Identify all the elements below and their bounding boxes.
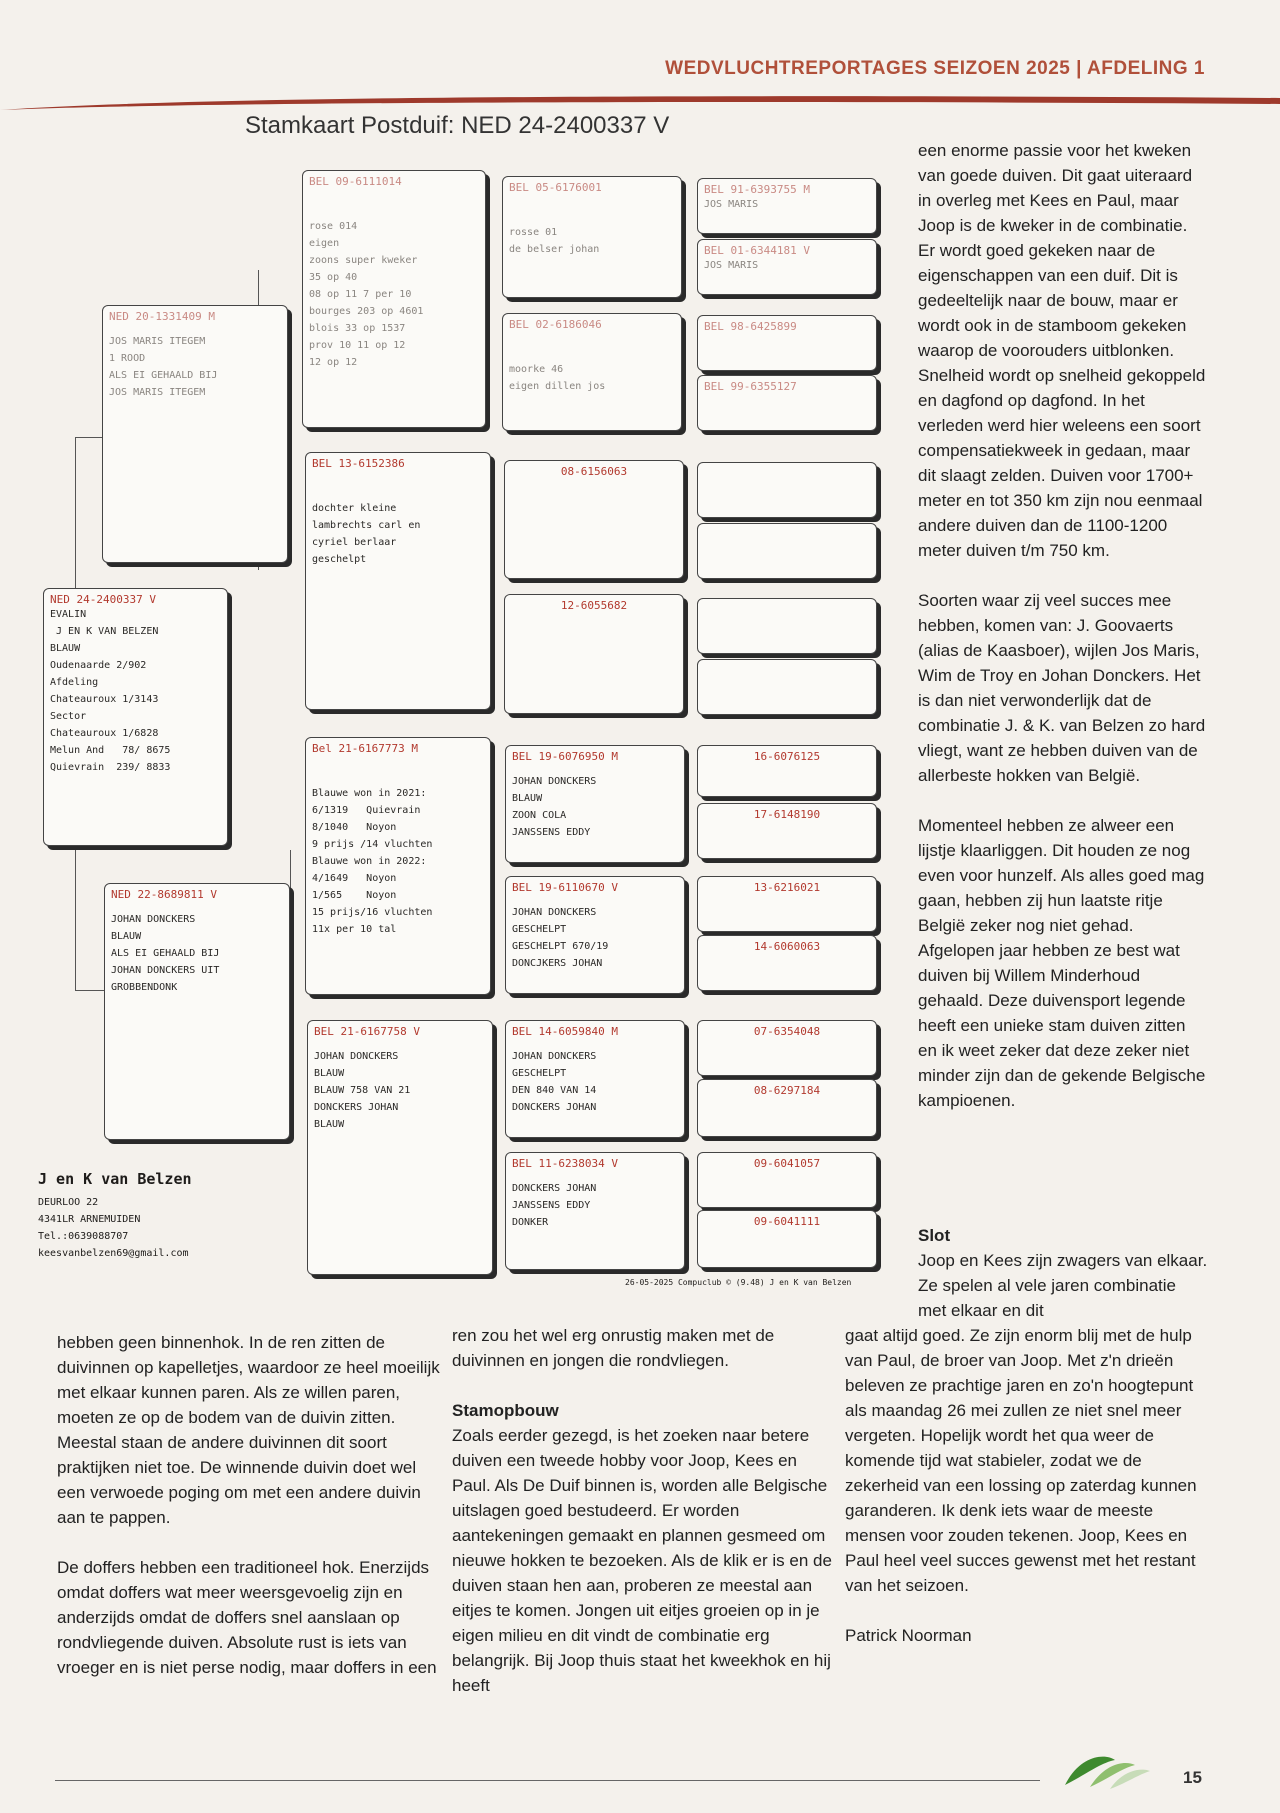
card-line: JOS MARIS [704,199,759,210]
card-line: GROBBENDONK [111,982,178,993]
author-signature: Patrick Noorman [845,1626,972,1645]
pedigree-gen5-card [697,598,877,654]
pedigree-gen4-card [504,594,684,714]
card-line: J EN K VAN BELZEN [50,626,159,637]
card-line: Chateauroux 1/6828 [50,728,159,739]
card-line: de belser johan [509,244,600,255]
connector-line [75,825,104,991]
card-line: prov 10 11 op 12 [309,340,406,351]
pedigree-gen5-card [697,659,877,715]
ring-number: NED 22-8689811 V [111,888,217,901]
owner-email: keesvanbelzen69@gmail.com [38,1248,189,1259]
card-line: cyriel berlaar [312,537,397,548]
pedigree-sire-sire-card [302,170,486,428]
card-line: blois 33 op 1537 [309,323,406,334]
section-heading-slot: Slot [918,1226,951,1245]
pedigree-gen4-card [505,876,685,994]
card-line: 35 op 40 [309,272,358,283]
card-line: ALS EI GEHAALD BIJ [111,948,220,959]
ring-number: Bel 21-6167773 M [312,742,418,755]
card-line: JANSSENS EDDY [512,827,591,838]
ring-number: BEL 05-6176001 [509,181,602,194]
card-line: 11x per 10 tal [312,924,397,935]
card-line: DONCJKERS JOHAN [512,958,603,969]
card-line: Oudenaarde 2/902 [50,660,147,671]
card-line: JOHAN DONCKERS [512,776,597,787]
card-line: DONKER [512,1217,549,1228]
paragraph: Zoals eerder gezegd, is het zoeken naar betere duiven een tweede hobby voor Joop, Kees en Paul. Als De Duif binnen is, worden alle Belgische uitslagen goed bestudeerd. Er worden aantekeningen gemaakt en plannen gesmeed om nieuwe hokken te bezoeken. Als de klik er is en de duiven staan hen aan, proberen ze meestal aan eitjes te komen. Jongen uit eitjes groeien op in je eigen milieu en dit vindt de combinatie erg belangrijk. Bij Joop thuis staat het kweekhok en hij heeft [452,1426,832,1695]
pedigree-gen5-card [697,1210,877,1268]
card-line: ZOON COLA [512,810,567,821]
card-line: 08 op 11 7 per 10 [309,289,412,300]
card-line: geschelpt [312,554,367,565]
ring-number: 14-6060063 [753,940,821,953]
paragraph: hebben geen binnenhok. In de ren zitten de duivinnen op kapelletjes, waardoor ze heel moeilijk met elkaar kunnen paren. Als ze willen paren, moeten ze op de bodem van de duivin zitten. Meestal staan de andere duivinnen dit soort praktijken niet toe. De winnende duivin doet wel een verwoede poging om met een andere duivin aan te pappen. [57,1333,440,1527]
card-line: DONCKERS JOHAN [314,1102,399,1113]
card-line: BLAUW [512,793,543,804]
card-line: 1 ROOD [109,353,146,364]
paragraph: ren zou het wel erg onrustig maken met de duivinnen en jongen die rondvliegen. [452,1326,775,1370]
ring-number: NED 20-1331409 M [109,310,215,323]
ring-number: 13-6216021 [753,881,821,894]
paragraph: De doffers hebben een traditioneel hok. Enerzijds omdat doffers wat meer weersgevoelig zijn en anderzijds omdat de doffers snel aanslaan op rondvliegende duiven. Absolute rust is iets van vroeger en is niet perse nodig, maar doffers in een [57,1558,437,1677]
ring-number: 08-6297184 [753,1084,821,1097]
card-line: 1/565 Noyon [312,890,397,901]
article-slot-section [918,1223,1208,1323]
card-line: Quievrain 239/ 8833 [50,762,171,773]
pedigree-dam-sire-card [305,737,491,995]
pedigree-dam-card [104,883,290,1140]
card-line: 15 prijs/16 vluchten [312,907,433,918]
card-line: zoons super kweker [309,255,418,266]
pedigree-gen5-card [697,462,877,518]
card-line: ALS EI GEHAALD BIJ [109,370,218,381]
card-line: JOHAN DONCKERS [314,1051,399,1062]
pedigree-sire-dam-card [305,452,491,710]
ring-number: NED 24-2400337 V [50,593,156,606]
ring-number: BEL 09-6111014 [309,175,402,188]
card-line: eigen dillen jos [509,381,606,392]
ring-number: 07-6354048 [753,1025,821,1038]
card-line: BLAUW [50,643,81,654]
paragraph: Momenteel hebben ze alweer een lijstje klaarliggen. Dit houden ze nog even voor hunzelf. Als alles goed mag gaan, hebben zij hun laatste ritje België zeker nog niet gehad. Afgelopen jaar hebben ze best wat duiven bij Willem Minderhoud gehaald. Deze duivensport legende heeft een unieke stam duiven zitten en ik weet zeker dat deze zeker niet minder zijn dan de gekende Belgische kampioenen. [918,816,1206,1110]
card-line: eigen [309,238,340,249]
card-line: JOHAN DONCKERS UIT [111,965,220,976]
pedigree-gen5-card [697,1079,877,1137]
card-line: Chateauroux 1/3143 [50,694,159,705]
ring-number: BEL 01-6344181 V [704,244,810,257]
ring-number: BEL 13-6152386 [312,457,405,470]
card-line: JOS MARIS ITEGEM [109,336,206,347]
card-line: dochter kleine [312,503,397,514]
ring-number: BEL 91-6393755 M [704,183,810,196]
paragraph: Joop en Kees zijn zwagers van elkaar. Ze spelen al vele jaren combinatie met elkaar en dit [918,1251,1208,1320]
card-line: DONCKERS JOHAN [512,1102,597,1113]
ring-number: 09-6041057 [753,1157,821,1170]
pedigree-gen4-card [502,313,682,431]
ring-number: BEL 19-6110670 V [512,881,618,894]
ring-number: BEL 11-6238034 V [512,1157,618,1170]
card-line: BLAUW [314,1068,345,1079]
card-line: JOS MARIS ITEGEM [109,387,206,398]
pedigree-gen5-card [697,523,877,579]
ring-number: 16-6076125 [753,750,821,763]
card-line: 4/1649 Noyon [312,873,397,884]
pedigree-gen5-card [697,1020,877,1076]
pedigree-gen5-card [697,935,877,991]
card-line: Melun And 78/ 8675 [50,745,171,756]
card-line: rose 014 [309,221,358,232]
article-column-3 [845,1323,1215,1648]
card-line: GESCHELPT [512,1068,567,1079]
ring-number: BEL 98-6425899 [704,320,797,333]
card-line: moorke 46 [509,364,564,375]
connector-line [75,437,104,588]
ring-number: 08-6156063 [560,465,628,478]
owner-phone: Tel.:0639088707 [38,1231,129,1242]
card-line: Afdeling [50,677,99,688]
owner-contact [38,1170,192,1262]
card-line: EVALIN [50,609,87,620]
paragraph: gaat altijd goed. Ze zijn enorm blij met de hulp van Paul, de broer van Joop. Met z'n drieën beleven ze prachtige jaren en zo'n hoogtepunt als maandag 26 mei zullen ze niet snel meer vergeten. Hopelijk wordt het qua weer de komende tijd wat stabieler, zodat we de zekerheid van een lossing op zaterdag kunnen garanderen. Ik denk iets waar de meeste mensen voor zouden tekenen. Joop, Kees en Paul heel veel succes gewenst met het restant van het seizoen. [845,1326,1197,1595]
ring-number: 12-6055682 [560,599,628,612]
card-line: BLAUW [111,931,142,942]
card-line: JANSSENS EDDY [512,1200,591,1211]
card-line: rosse 01 [509,227,558,238]
pedigree-sire-card [102,305,288,563]
card-line: Sector [50,711,87,722]
pedigree-gen4-card [505,1152,685,1270]
article-column-2 [452,1323,837,1698]
section-header-title: WEDVLUCHTREPORTAGES SEIZOEN 2025 | AFDELING 1 [665,58,1205,79]
card-line: DEN 840 VAN 14 [512,1085,597,1096]
card-line: BLAUW 758 VAN 21 [314,1085,411,1096]
owner-city: 4341LR ARNEMUIDEN [38,1214,141,1225]
header-rule [0,92,1280,110]
card-line: BLAUW [314,1119,345,1130]
card-line: Blauwe won in 2022: [312,856,427,867]
card-line: 8/1040 Noyon [312,822,397,833]
card-line: GESCHELPT [512,924,567,935]
leaves-logo-icon [1060,1745,1155,1795]
footer-rule [55,1780,1040,1781]
page-number: 15 [1183,1768,1202,1787]
card-line: JOHAN DONCKERS [512,907,597,918]
ring-number: 17-6148190 [753,808,821,821]
card-line: DONCKERS JOHAN [512,1183,597,1194]
pedigree-gen4-card [504,460,684,579]
article-column-right-top [918,138,1208,1138]
pedigree-dam-dam-card [307,1020,493,1275]
ring-number: BEL 19-6076950 M [512,750,618,763]
paragraph: Soorten waar zij veel succes mee hebben, komen van: J. Goovaerts (alias de Kaasboer), wijlen Jos Maris, Wim de Troy en Johan Donckers. Het is dan niet verwonderlijk dat de combinatie J. & K. van Belzen zo hard vliegt, want ze hebben duiven van de allerbeste hokken van België. [918,591,1206,785]
pedigree-gen5-card [697,803,877,859]
article-column-1 [57,1330,442,1705]
card-line: bourges 203 op 4601 [309,306,424,317]
section-heading-stamopbouw: Stamopbouw [452,1401,559,1420]
owner-name: J en K van Belzen [38,1170,192,1188]
card-line: 12 op 12 [309,357,358,368]
card-line: Blauwe won in 2021: [312,788,427,799]
card-line: lambrechts carl en [312,520,421,531]
card-line: JOS MARIS [704,260,759,271]
card-line: 9 prijs /14 vluchten [312,839,433,850]
connector-line [290,850,304,1140]
pedigree-gen4-card [505,745,685,863]
pedigree-subject-card [43,588,228,846]
pedigree-gen5-card [697,375,877,431]
ring-number: BEL 02-6186046 [509,318,602,331]
card-line: 6/1319 Quievrain [312,805,421,816]
paragraph: een enorme passie voor het kweken van goede duiven. Dit gaat uiteraard in overleg met Kees en Paul, maar Joop is de kweker in de combinatie. Er wordt goed gekeken naar de eigenschappen van een duif. Dit is gedeeltelijk naar de bouw, maar er wordt ook in de stamboom gekeken waarop de voorouders uitblonken. Snelheid wordt op snelheid gekoppeld en dagfond op dagfond. In het verleden werd hier weleens een soort compensatiekweek in gedaan, maar dit slaagt zelden. Duiven voor 1700+ meter en tot 350 km zijn nou eenmaal andere duiven dan de 1100-1200 meter duiven t/m 750 km. [918,141,1206,560]
card-line: GESCHELPT 670/19 [512,941,609,952]
ring-number: BEL 21-6167758 V [314,1025,420,1038]
pedigree-gen5-card [697,1152,877,1208]
pedigree-gen4-card [505,1020,685,1138]
pedigree-gen5-card [697,315,877,371]
card-line: JOHAN DONCKERS [512,1051,597,1062]
owner-address: DEURLOO 22 [38,1197,99,1208]
pedigree-gen5-card [697,239,877,295]
ring-number: BEL 99-6355127 [704,380,797,393]
pedigree-title: Stamkaart Postduif: NED 24-2400337 V [245,112,670,139]
ring-number: 09-6041111 [753,1215,821,1228]
pedigree-gen5-card [697,876,877,932]
card-line: JOHAN DONCKERS [111,914,196,925]
pedigree-credit: 26-05-2025 Compuclub © (9.48) J en K van Belzen [625,1278,852,1287]
ring-number: BEL 14-6059840 M [512,1025,618,1038]
pedigree-gen4-card [502,176,682,298]
pedigree-gen5-card [697,745,877,797]
pedigree-gen5-card [697,178,877,234]
